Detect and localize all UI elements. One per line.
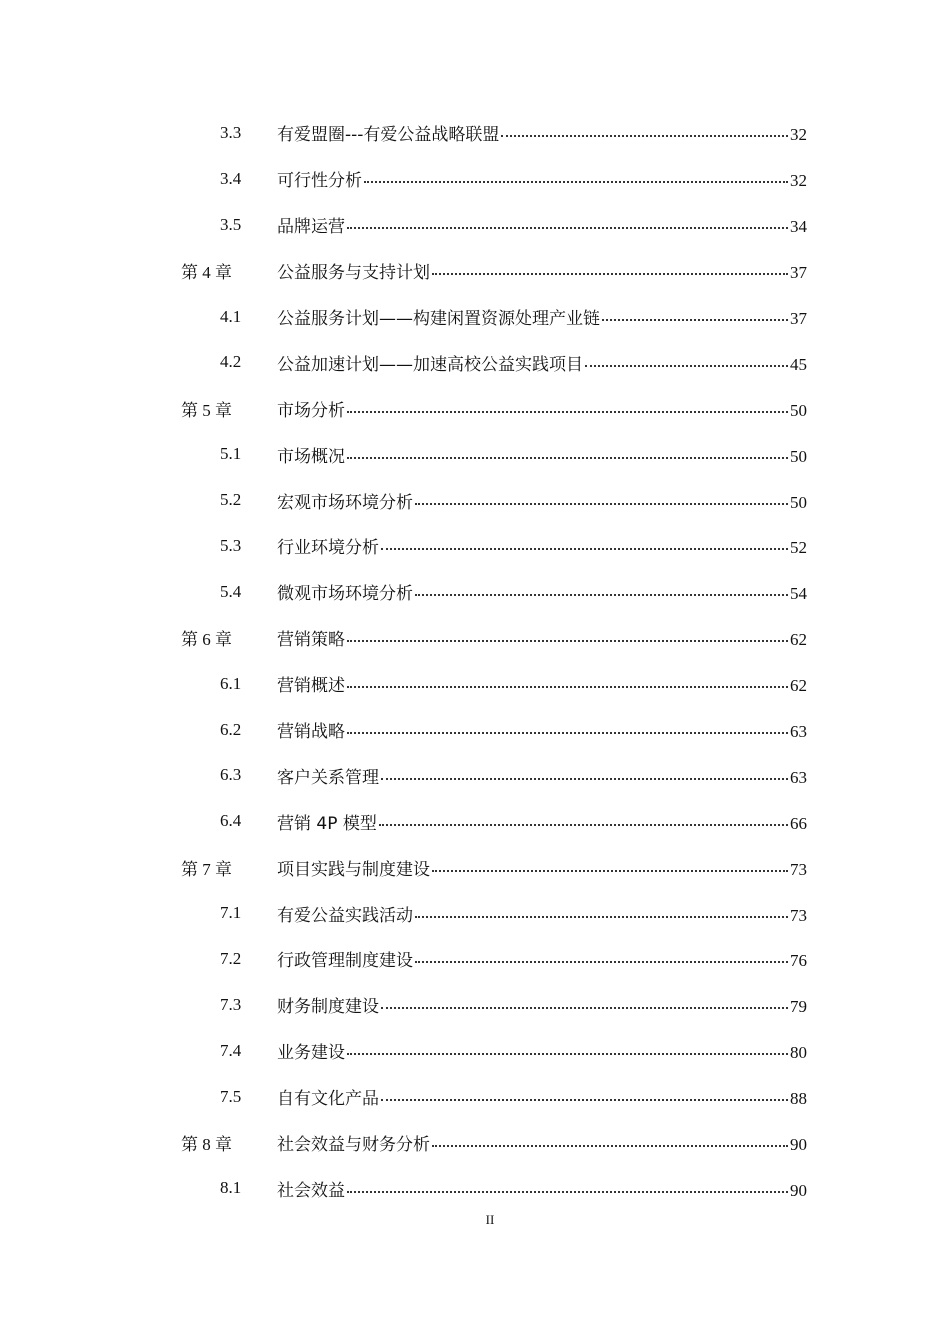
toc-entry-title: 宏观市场环境分析 [277, 488, 414, 513]
toc-section-entry[interactable] [0, 982, 950, 1028]
toc-section-entry[interactable] [0, 523, 950, 569]
toc-entry-line [277, 855, 807, 880]
toc-entry-number: 5.4 [220, 581, 242, 601]
toc-entry-page-number: 62 [790, 630, 807, 650]
dot-leader [347, 1053, 788, 1055]
toc-entry-number: 7.5 [220, 1086, 242, 1106]
toc-entry-number: 7.3 [220, 994, 242, 1014]
toc-section-entry[interactable] [0, 752, 950, 798]
dot-leader [381, 1007, 788, 1009]
toc-entry-title: 财务制度建设 [277, 992, 380, 1017]
toc-entry-title: 微观市场环境分析 [277, 579, 414, 604]
toc-entry-line [277, 579, 807, 604]
toc-entry-line [277, 120, 807, 145]
page-footer-number: II [485, 1212, 495, 1227]
dot-leader [347, 1191, 788, 1193]
toc-entry-line [277, 992, 807, 1017]
toc-entry-number: 4.1 [220, 306, 242, 326]
toc-section-entry[interactable] [0, 890, 950, 936]
toc-entry-page-number: 76 [790, 951, 807, 971]
toc-section-entry[interactable] [0, 156, 950, 202]
toc-section-entry[interactable] [0, 1074, 950, 1120]
toc-entry-line [277, 350, 807, 375]
dot-leader [347, 411, 788, 413]
toc-entry-line [277, 901, 807, 926]
toc-entry-title: 社会效益与财务分析 [277, 1130, 431, 1155]
toc-entry-number: 4.2 [220, 352, 242, 372]
toc-entry-number: 3.5 [220, 214, 242, 234]
dot-leader [381, 778, 788, 780]
toc-entry-title: 营销策略 [277, 625, 346, 650]
toc-entry-number: 第 6 章 [181, 630, 232, 650]
toc-entry-page-number: 90 [790, 1135, 807, 1155]
toc-chapter-entry[interactable] [0, 615, 950, 661]
toc-entry-page-number: 66 [790, 813, 807, 833]
dot-leader [381, 548, 788, 550]
toc-chapter-entry[interactable] [0, 844, 950, 890]
toc-entry-line [277, 625, 807, 650]
dot-leader [347, 686, 788, 688]
dot-leader [415, 594, 788, 596]
toc-entry-page-number: 80 [790, 1043, 807, 1063]
toc-entry-title: 市场概况 [277, 442, 346, 467]
toc-section-entry[interactable] [0, 1028, 950, 1074]
toc-entry-number: 6.3 [220, 765, 242, 785]
dot-leader [379, 824, 788, 826]
toc-entry-page-number: 63 [790, 767, 807, 787]
toc-entry-title: 行业环境分析 [277, 533, 380, 558]
toc-entry-page-number: 50 [790, 400, 807, 420]
toc-entry-number: 7.4 [220, 1040, 242, 1060]
toc-entry-line [277, 671, 807, 696]
toc-section-entry[interactable] [0, 477, 950, 523]
toc-entry-number: 8.1 [220, 1178, 242, 1198]
toc-entry-page-number: 32 [790, 171, 807, 191]
toc-entry-page-number: 54 [790, 584, 807, 604]
toc-entry-title: 业务建设 [277, 1038, 346, 1063]
toc-entry-title: 项目实践与制度建设 [277, 855, 431, 880]
toc-entry-title: 市场分析 [277, 396, 346, 421]
toc-entry-page-number: 73 [790, 905, 807, 925]
toc-entry-line [277, 212, 807, 237]
toc-entry-number: 3.3 [220, 122, 242, 142]
toc-entry-number: 5.3 [220, 535, 242, 555]
dot-leader [432, 1145, 788, 1147]
dot-leader [381, 1099, 788, 1101]
toc-entry-line [277, 304, 807, 329]
dot-leader [347, 640, 788, 642]
dot-leader [432, 273, 788, 275]
toc-entry-page-number: 90 [790, 1180, 807, 1200]
toc-entry-title: 有爱盟圈---有爱公益战略联盟 [277, 120, 500, 145]
toc-entry-number: 5.2 [220, 490, 242, 510]
toc-entry-number: 第 4 章 [181, 263, 232, 283]
toc-entry-number: 第 7 章 [181, 859, 232, 879]
toc-entry-title: 自有文化产品 [277, 1084, 380, 1109]
dot-leader [432, 870, 788, 872]
toc-entry-number: 5.1 [220, 444, 242, 464]
toc-entry-number: 7.2 [220, 948, 242, 968]
toc-section-entry[interactable] [0, 569, 950, 615]
toc-section-entry[interactable] [0, 661, 950, 707]
toc-entry-title: 行政管理制度建设 [277, 946, 414, 971]
toc-section-entry[interactable] [0, 936, 950, 982]
toc-entry-number: 6.1 [220, 673, 242, 693]
toc-entry-line [277, 258, 807, 283]
table-of-contents [0, 110, 950, 1211]
toc-entry-line [277, 1038, 807, 1063]
toc-section-entry[interactable] [0, 110, 950, 156]
toc-entry-line [277, 1130, 807, 1155]
toc-entry-page-number: 37 [790, 309, 807, 328]
toc-entry-number: 3.4 [220, 168, 242, 188]
toc-section-entry[interactable] [0, 798, 950, 844]
toc-section-entry[interactable] [0, 339, 950, 385]
dot-leader [415, 916, 788, 918]
toc-entry-line [277, 717, 807, 742]
toc-entry-page-number: 50 [790, 492, 807, 512]
toc-entry-title: 有爱公益实践活动 [277, 901, 414, 926]
toc-entry-number: 7.1 [220, 903, 242, 923]
toc-entry-line [277, 763, 807, 788]
toc-entry-line [277, 166, 807, 191]
toc-entry-page-number: 52 [790, 538, 807, 558]
toc-entry-title: 公益服务与支持计划 [277, 258, 431, 283]
dot-leader [415, 961, 788, 963]
toc-entry-title: 可行性分析 [277, 166, 363, 191]
toc-entry-title: 营销概述 [277, 671, 346, 696]
toc-entry-page-number: 32 [790, 125, 807, 145]
toc-entry-title: 公益服务计划——构建闲置资源处理产业链 [277, 304, 601, 329]
dot-leader [602, 319, 788, 321]
toc-entry-page-number: 73 [790, 859, 807, 879]
toc-entry-title: 社会效益 [277, 1176, 346, 1201]
toc-entry-line [277, 533, 807, 558]
toc-entry-page-number: 63 [790, 722, 807, 742]
toc-entry-number: 第 5 章 [181, 400, 232, 420]
toc-entry-number: 第 8 章 [181, 1135, 232, 1155]
toc-chapter-entry[interactable] [0, 385, 950, 431]
toc-entry-line [277, 442, 807, 467]
dot-leader [415, 503, 788, 505]
toc-entry-title: 营销 4P 模型 [277, 809, 378, 834]
toc-entry-line [277, 396, 807, 421]
toc-entry-number: 6.4 [220, 811, 242, 831]
toc-section-entry[interactable] [0, 294, 950, 340]
toc-entry-page-number: 34 [790, 217, 807, 237]
toc-section-entry[interactable] [0, 707, 950, 753]
toc-chapter-entry[interactable] [0, 248, 950, 294]
dot-leader [347, 227, 788, 229]
dot-leader [347, 457, 788, 459]
toc-section-entry[interactable] [0, 1165, 950, 1211]
toc-entry-page-number: 37 [790, 263, 807, 283]
toc-entry-number: 6.2 [220, 719, 242, 739]
toc-entry-title: 营销战略 [277, 717, 346, 742]
toc-entry-page-number: 79 [790, 997, 807, 1017]
toc-entry-title: 品牌运营 [277, 212, 346, 237]
toc-entry-line [277, 488, 807, 513]
toc-section-entry[interactable] [0, 431, 950, 477]
dot-leader [585, 365, 788, 367]
toc-entry-page-number: 50 [790, 446, 807, 466]
toc-entry-line [277, 1084, 807, 1109]
dot-leader [501, 135, 788, 137]
toc-entry-title: 客户关系管理 [277, 763, 380, 788]
toc-entry-page-number: 45 [790, 354, 807, 374]
dot-leader [364, 181, 788, 183]
toc-entry-title: 公益加速计划——加速高校公益实践项目 [277, 350, 584, 375]
toc-entry-page-number: 62 [790, 676, 807, 696]
dot-leader [347, 732, 788, 734]
toc-entry-line [277, 809, 807, 834]
toc-section-entry[interactable] [0, 202, 950, 248]
toc-entry-line [277, 1176, 807, 1201]
toc-entry-line [277, 946, 807, 971]
toc-chapter-entry[interactable] [0, 1120, 950, 1166]
toc-entry-page-number: 88 [790, 1089, 807, 1109]
